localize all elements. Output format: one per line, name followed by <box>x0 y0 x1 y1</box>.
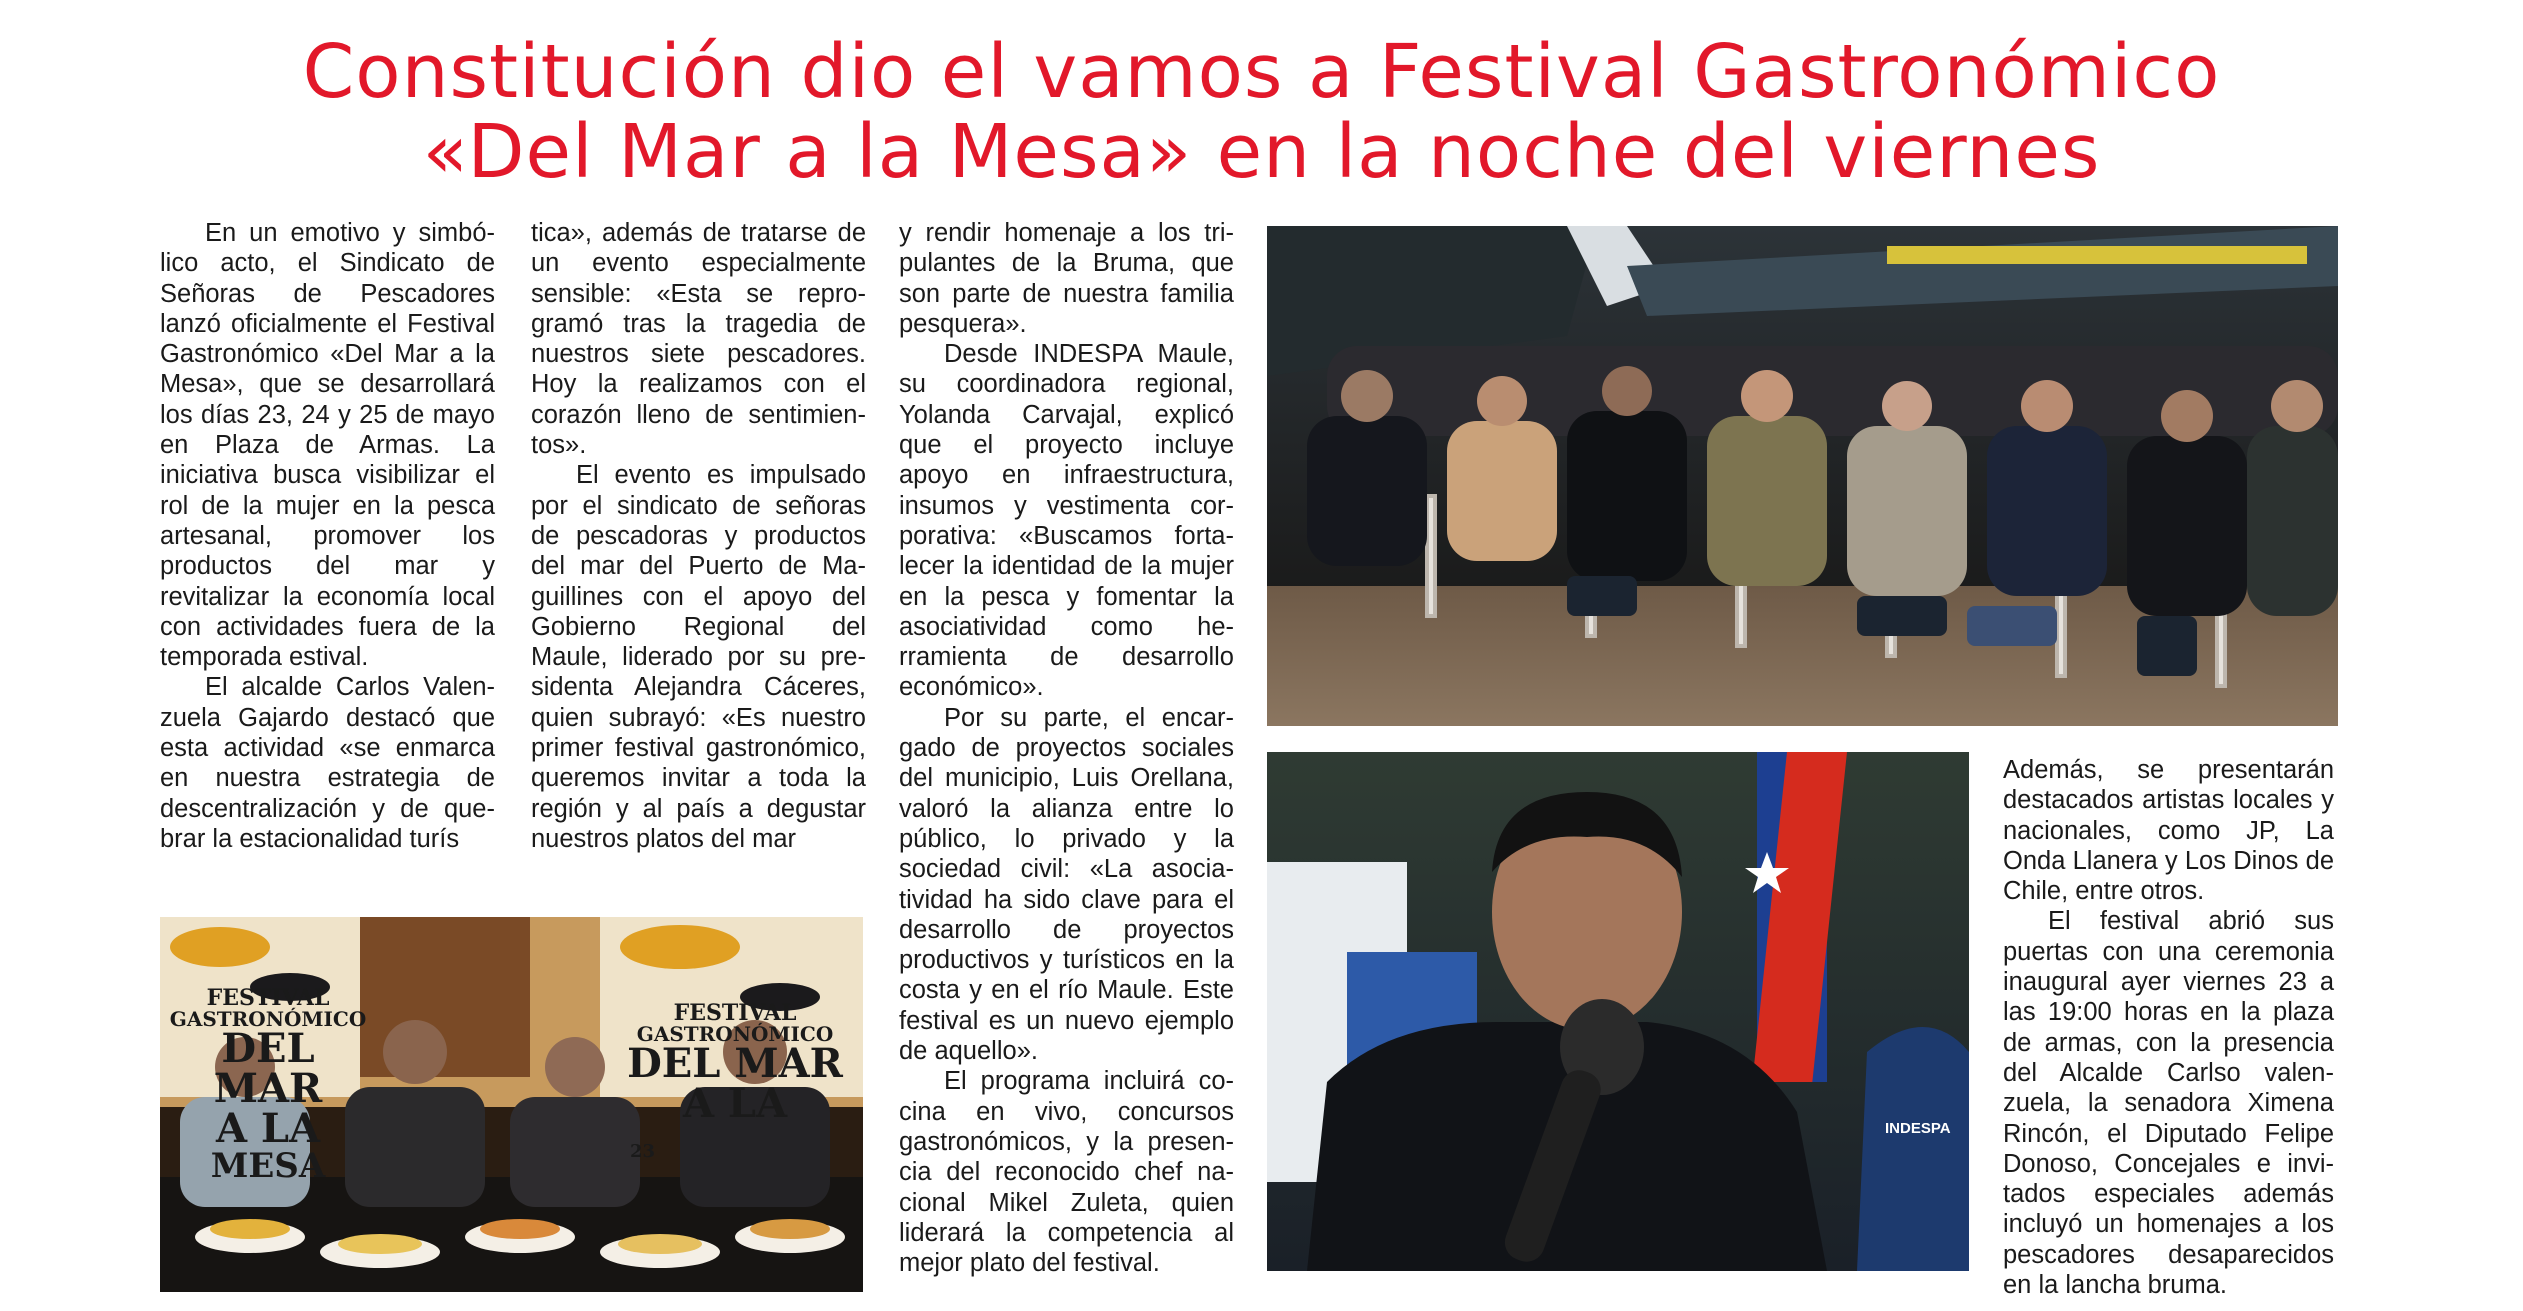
festival-sign-left <box>168 985 368 1186</box>
photo-press-panel <box>160 917 863 1292</box>
article-column-4 <box>2003 755 2334 1300</box>
article-column-1 <box>160 218 495 854</box>
festival-sign-right <box>620 1000 850 1127</box>
paragraph-intro: En un emotivo y simbólico acto, el Sindicato de Señoras de Pescadores lanzó oficialmente el Festival Gastronómico «Del Mar a la Mesa», que se desarrollará los días 23, 24 y 25 de mayo en Plaza de Armas. La iniciativa busca visibilizar el rol de la mujer en la pesca artesanal, promover los productos del mar y revitalizar la economía local con actividades fuera de la temporada estival. <box>160 219 495 672</box>
paragraph-municipality: Por su parte, el encargado de proyectos sociales del municipio, Luis Orellana, valoró la alianza entre lo público, lo privado y la sociedad civil: «La asociatividad ha sido clave para el desarrollo de proyectos productivos y turísticos en la costa y en el río Maule. Este festival es un nuevo ejemplo de aquello». <box>899 703 1234 1066</box>
sign-left-del-mar: DEL MAR <box>213 1025 323 1112</box>
interview-scene <box>1267 752 1969 1271</box>
headline-line-2: «Del Mar a la Mesa» en la noche del viernes <box>422 109 2101 195</box>
sign-right-festival: FESTIVAL <box>673 1000 797 1026</box>
paragraph-mayor: El alcalde Carlos Valenzuela Gajardo destacó que esta actividad «se enmarca en nuestra estrategia de descentralización y de quebrar la estacionalidad turís <box>160 673 495 853</box>
sign-left-gastronomico: GASTRONÓMICO <box>169 1007 367 1031</box>
paragraph-artists: Además, se presentarán destacados artistas locales y nacionales, como JP, La Onda Llanera y Los Dinos de Chile, entre otros. <box>2003 756 2334 906</box>
paragraph-regional-government: El evento es impulsado por el sindicato de señoras de pescadoras y productos del mar del Puerto de Maguillines con el apoyo del Gobierno Regional del Maule, liderado por su presidenta Alejandra Cáceres, quien subrayó: «Es nuestro primer festival gastronómico, queremos invitar a toda la región y al país a degustar nuestros platos del mar <box>531 461 866 853</box>
sign-right-a-la: A LA <box>682 1080 788 1127</box>
sign-left-mesa: MESA <box>210 1146 326 1186</box>
sign-left-a-la: A LA <box>215 1105 321 1152</box>
paragraph-regional-cont: y rendir homenaje a los tripulantes de la Bruma, que son parte de nuestra familia pesquera». <box>899 219 1234 338</box>
audience-scene <box>1267 226 2338 726</box>
indespa-vest-logo: INDESPA <box>1885 1120 1951 1137</box>
article-column-2 <box>531 218 866 854</box>
article-column-3 <box>899 218 1234 1278</box>
photo-interview <box>1267 752 1969 1271</box>
photo-audience <box>1267 226 2338 726</box>
panel-date-number: 23 <box>630 1141 656 1162</box>
sign-right-gastronomico: GASTRONÓMICO <box>636 1022 834 1046</box>
headline-line-1: Constitución dio el vamos a Festival Gastronómico <box>302 29 2221 115</box>
paragraph-mayor-cont: tica», además de tratarse de un evento especialmente sensible: «Esta se reprogramó tras la tragedia de nuestros siete pescadores. Hoy la realizamos con el corazón lleno de sentimientos». <box>531 219 866 460</box>
paragraph-indespa: Desde INDESPA Maule, su coordinadora regional, Yolanda Carvajal, explicó que el proyecto incluye apoyo en infraestructura, insumos y vestimenta corporativa: «Buscamos fortalecer la identidad de la mujer en la pesca y fomentar la asociatividad como herramienta de desarrollo económico». <box>899 340 1234 702</box>
paragraph-program: El programa incluirá cocina en vivo, concursos gastronómicos, y la presencia del reconocido chef nacional Mikel Zuleta, quien liderará la competencia al mejor plato del festival. <box>899 1067 1234 1278</box>
sign-right-del-mar: DEL MAR <box>627 1040 843 1087</box>
sign-left-festival: FESTIVAL <box>206 985 330 1011</box>
paragraph-ceremony: El festival abrió sus puertas con una ceremonia inaugural ayer viernes 23 a las 19:00 horas en la plaza de armas, con la presencia del Alcalde Carlso valenzuela, la senadora Ximena Rincón, el Diputado Felipe Donoso, Concejales e invitados especiales además incluyó un homenajes a los pescadores desaparecidos en la lancha bruma. <box>2003 907 2334 1300</box>
